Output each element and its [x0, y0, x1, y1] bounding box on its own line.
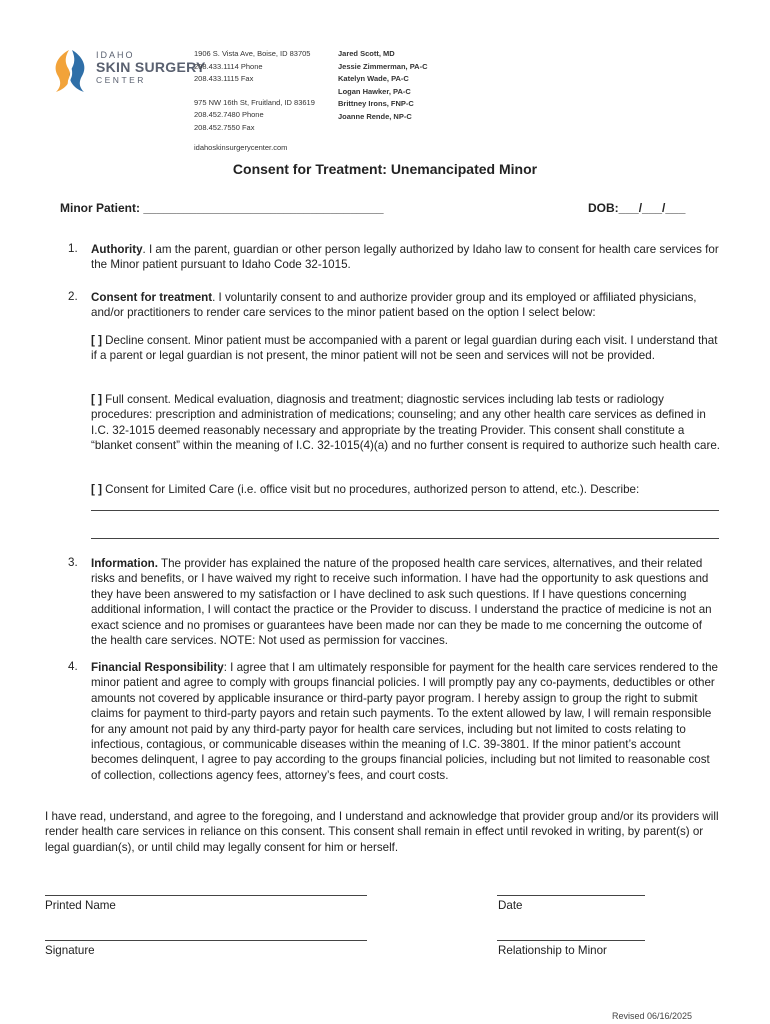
dob-field[interactable]: ___/___/___ [618, 201, 686, 215]
section-number: 2. [68, 290, 78, 303]
logo-wordmark [96, 50, 206, 86]
signature-label: Signature [45, 944, 95, 957]
phone-boise: 208.433.1114 Phone [194, 61, 263, 71]
limited-care-checkbox[interactable]: [ ] [91, 483, 102, 496]
section-text: : I agree that I am ultimately responsible for payment for the health care services rendered to the minor patient and agree to comply with groups financial policies. I will promptly pay any co-payments, deductibles or other amounts not covered by applicable insurance or third-party payor program. I hereby assign to group the right to submit claims for payment to third-party payors and retain such payments. To the extent allowed by law, I will remain responsible for any amount not paid by any third-party payor for health care services, including but not limited to costs relating to infectious, contagious, or communicable diseases within the meaning of I.C. 39-3801. If the minor patient’s account becomes delinquent, I agree to pay according to the groups financial policies, including but not limited to reasonable cost of collection, collections agency fees, attorney’s fees, and court costs. [91, 661, 718, 782]
staff-item: Brittney Irons, FNP-C [338, 99, 414, 108]
date-label: Date [498, 899, 523, 912]
decline-checkbox[interactable]: [ ] [91, 334, 102, 347]
staff-item: Jared Scott, MD [338, 49, 395, 58]
address-boise: 1906 S. Vista Ave, Boise, ID 83705 [194, 49, 311, 58]
describe-line-2[interactable] [91, 538, 719, 539]
relationship-line[interactable] [497, 940, 645, 941]
fax-boise: 208.433.1115 Fax [194, 74, 254, 83]
logo-line2: SKIN SURGERY [96, 59, 206, 75]
section-text: . I am the parent, guardian or other person legally authorized by Idaho law to consent for health care services for the Minor patient pursuant to Idaho Code 32-1015. [91, 243, 719, 272]
staff-item: Joanne Rende, NP-C [338, 111, 412, 121]
logo-icon [46, 48, 92, 94]
full-consent-checkbox[interactable]: [ ] [91, 393, 102, 406]
date-line[interactable] [497, 895, 645, 896]
section-heading: Consent for treatment [91, 291, 213, 304]
minor-patient-field[interactable]: ____________________________________ [143, 201, 384, 215]
option-text: Consent for Limited Care (i.e. office visit but no procedures, authorized person to attend, etc.). Describe: [101, 483, 640, 496]
printed-name-label: Printed Name [45, 899, 116, 912]
website-link[interactable]: idahoskinsurgerycenter.com [194, 143, 288, 152]
section-information [91, 556, 721, 648]
relationship-label: Relationship to Minor [498, 944, 607, 957]
minor-patient-row [60, 201, 384, 215]
logo-line1: IDAHO [96, 50, 135, 60]
section-heading: Information. [91, 557, 158, 570]
staff-item: Jessie Zimmerman, PA-C [338, 61, 428, 71]
document-title: Consent for Treatment: Unemancipated Minor [232, 161, 538, 177]
phone-fruitland: 208.452.7480 Phone [194, 110, 264, 119]
staff-item: Logan Hawker, PA-C [338, 86, 411, 96]
section-text: The provider has explained the nature of the proposed health care services, alternatives, and their related risks and benefits, or I have waived my right to receive such information. I have had the opportunity to ask questions and they have been answered to my satisfaction or I have declined to ask such questions. If I have questions concerning additional information, I will contact the practice or the Provider to discuss. I understand the practice of medicine is not an exact science and no promises or guarantees have been made nor can they be made to me concerning the outcome of the health care services. NOTE: Not used as permission for vaccines. [91, 557, 712, 648]
staff-list [338, 48, 427, 123]
section-number: 1. [68, 242, 78, 255]
section-text: . I voluntarily consent to and authorize provider group and its employed or affiliated physicians, and/or practitioners to render care services to the minor patient based on the option I select below: [91, 291, 697, 320]
section-number: 4. [68, 660, 78, 673]
section-financial [91, 660, 721, 783]
option-text: Decline consent. Minor patient must be accompanied with a parent or legal guardian during each visit. I understand that if a parent or legal guardian is not present, the minor patient will not be seen and services will not be provided. [91, 334, 718, 363]
section-consent [91, 290, 721, 321]
dob-row [588, 201, 685, 215]
closing-statement: I have read, understand, and agree to the foregoing, and I understand and acknowledge that provider group and/or its providers will render health care services in reliance on this consent. This consent shall remain in effect until revoked in writing, by parent(s) or legal guardian(s), or until child may legally consent for him or herself. [45, 810, 719, 854]
option-full [91, 392, 721, 454]
section-heading: Financial Responsibility [91, 661, 224, 674]
fax-fruitland: 208.452.7550 Fax [194, 122, 255, 132]
section-authority [91, 242, 721, 273]
logo-line3: CENTER [96, 75, 146, 85]
revision-date: Revised 06/16/2025 [612, 1011, 693, 1021]
section-heading: Authority [91, 243, 143, 256]
address-block [194, 48, 315, 155]
option-decline [91, 333, 721, 364]
minor-patient-label: Minor Patient: [60, 201, 140, 215]
section-number: 3. [68, 556, 78, 569]
option-limited [91, 482, 721, 497]
staff-item: Katelyn Wade, PA-C [338, 74, 409, 83]
address-fruitland: 975 NW 16th St, Fruitland, ID 83619 [194, 97, 315, 107]
describe-line-1[interactable] [91, 510, 719, 511]
signature-line[interactable] [45, 940, 367, 941]
printed-name-line[interactable] [45, 895, 367, 896]
dob-label: DOB: [588, 201, 619, 215]
option-text: Full consent. Medical evaluation, diagnosis and treatment; diagnostic services including lab tests or radiology procedures: prescription and administration of medications; counseling; and any other health care services as defined in I.C. 32-1015 deemed reasonably necessary and appropriate by the treating Provider. This consent shall constitute a “blanket consent” within the meaning of I.C. 32-1015(4)(a) and no further consent is required to authorize such health care. [91, 393, 720, 453]
